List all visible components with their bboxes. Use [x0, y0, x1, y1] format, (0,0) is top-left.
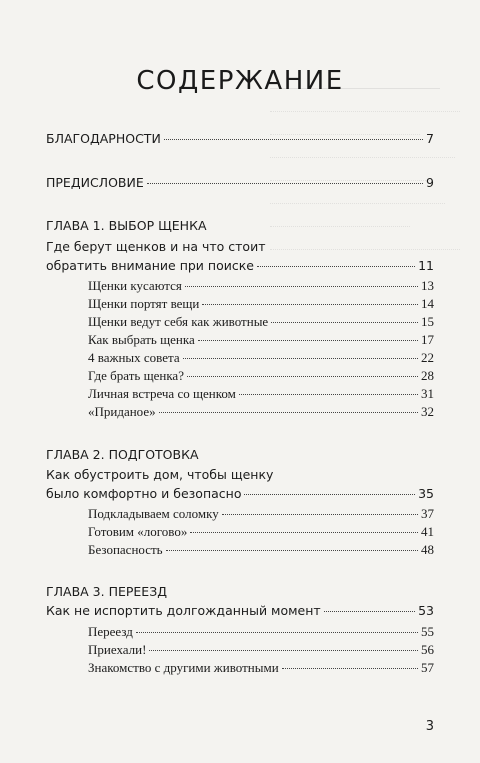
item-page: 37: [421, 506, 434, 521]
page-number: 3: [425, 719, 434, 734]
item-label: Переезд: [88, 624, 133, 639]
item-label: Личная встреча со щенком: [88, 386, 236, 401]
entry-label: БЛАГОДАРНОСТИ: [46, 131, 161, 146]
leader-dots: [136, 631, 418, 633]
item-page: 14: [421, 296, 434, 311]
chapter-3-heading[interactable]: ГЛАВА 3. ПЕРЕЕЗД: [46, 584, 167, 599]
item-label: Щенки ведут себя как животные: [88, 314, 269, 329]
chapter-1-subtitle-entry[interactable]: [46, 258, 434, 273]
item-page: 32: [421, 404, 434, 419]
item-label: Готовим «логово»: [88, 524, 188, 539]
leader-dots: [244, 493, 415, 495]
leader-dots: [271, 321, 418, 323]
entry-label: было комфортно и безопасно: [46, 486, 242, 501]
toc-item[interactable]: [88, 624, 434, 640]
item-label: «Приданое»: [88, 404, 156, 419]
leader-dots: [183, 357, 418, 359]
toc-item[interactable]: [88, 368, 434, 384]
item-page: 15: [421, 314, 434, 329]
leader-dots: [187, 375, 418, 377]
item-page: 22: [421, 350, 434, 365]
item-label: 4 важных совета: [88, 350, 180, 365]
toc-item[interactable]: [88, 404, 434, 420]
chapter-3-subtitle-entry[interactable]: [46, 603, 434, 618]
leader-dots: [324, 610, 415, 612]
toc-item[interactable]: [88, 278, 434, 294]
item-label: Безопасность: [88, 542, 163, 557]
item-page: 48: [421, 542, 434, 557]
toc-item[interactable]: [88, 542, 434, 558]
item-label: Приехали!: [88, 642, 147, 657]
toc-item[interactable]: [88, 642, 434, 658]
item-page: 56: [421, 642, 434, 657]
leader-dots: [166, 549, 418, 551]
leader-dots: [190, 531, 418, 533]
toc-entry-preface[interactable]: [46, 175, 434, 190]
item-page: 28: [421, 368, 434, 383]
toc-item[interactable]: [88, 350, 434, 366]
item-label: Щенки кусаются: [88, 278, 182, 293]
toc-item[interactable]: [88, 332, 434, 348]
toc-item[interactable]: [88, 524, 434, 540]
leader-dots: [239, 393, 418, 395]
item-page: 55: [421, 624, 434, 639]
entry-label: обратить внимание при поиске: [46, 258, 254, 273]
chapter-2-subtitle: Как обустроить дом, чтобы щенку: [46, 467, 274, 482]
leader-dots: [149, 649, 418, 651]
leader-dots: [159, 411, 418, 413]
toc-item[interactable]: [88, 296, 434, 312]
toc-entry-acknowledgments[interactable]: [46, 131, 434, 146]
leader-dots: [164, 138, 423, 140]
leader-dots: [147, 182, 423, 184]
toc-item[interactable]: [88, 506, 434, 522]
chapter-1-subtitle: Где берут щенков и на что стоит: [46, 239, 266, 254]
leader-dots: [185, 285, 418, 287]
leader-dots: [282, 667, 418, 669]
entry-page: 35: [418, 486, 434, 501]
item-label: Щенки портят вещи: [88, 296, 200, 311]
item-label: Подкладываем соломку: [88, 506, 219, 521]
item-page: 57: [421, 660, 434, 675]
toc-item[interactable]: [88, 386, 434, 402]
leader-dots: [202, 303, 418, 305]
toc-item[interactable]: [88, 660, 434, 676]
item-label: Как выбрать щенка: [88, 332, 195, 347]
item-page: 13: [421, 278, 434, 293]
item-page: 31: [421, 386, 434, 401]
leader-dots: [257, 265, 415, 267]
toc-item[interactable]: [88, 314, 434, 330]
entry-page: 53: [418, 603, 434, 618]
item-label: Где брать щенка?: [88, 368, 184, 383]
entry-label: Как не испортить долгожданный момент: [46, 603, 321, 618]
chapter-2-subtitle-entry[interactable]: [46, 486, 434, 501]
entry-page: 9: [426, 175, 434, 190]
leader-dots: [222, 513, 418, 515]
entry-label: ПРЕДИСЛОВИЕ: [46, 175, 144, 190]
chapter-1-heading[interactable]: ГЛАВА 1. ВЫБОР ЩЕНКА: [46, 218, 207, 233]
page-title: СОДЕРЖАНИЕ: [136, 66, 344, 96]
entry-page: 7: [426, 131, 434, 146]
item-page: 41: [421, 524, 434, 539]
chapter-2-heading[interactable]: ГЛАВА 2. ПОДГОТОВКА: [46, 447, 199, 462]
item-page: 17: [421, 332, 434, 347]
leader-dots: [198, 339, 418, 341]
item-label: Знакомство с другими животными: [88, 660, 279, 675]
entry-page: 11: [418, 258, 434, 273]
